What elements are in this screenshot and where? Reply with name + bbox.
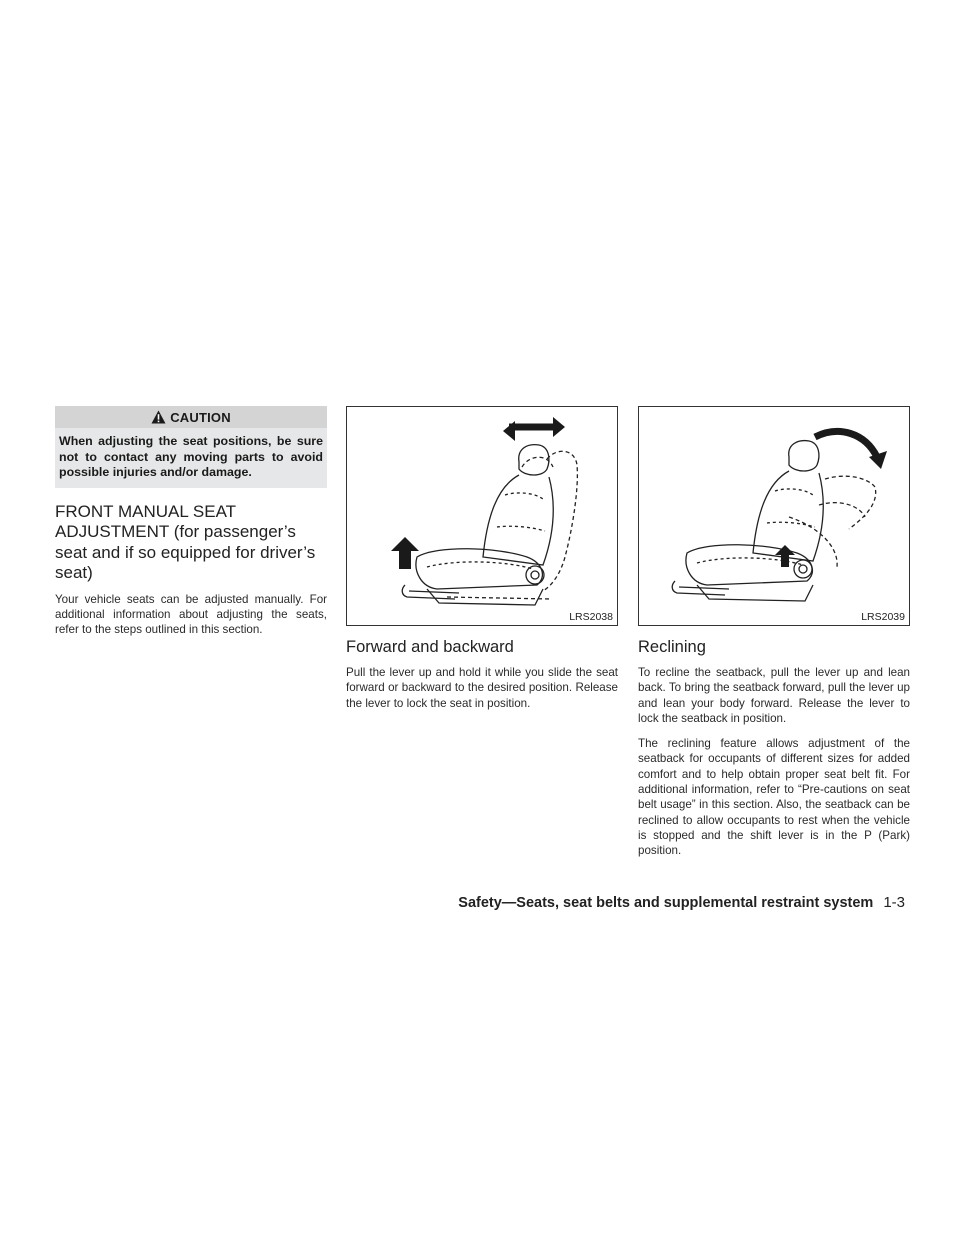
right-column [638, 406, 910, 869]
caution-header [55, 406, 327, 428]
chapter-title: Safety—Seats, seat belts and supplemental restraint system [458, 895, 874, 911]
reclining-heading: Reclining [638, 638, 706, 656]
section-heading: FRONT MANUAL SEAT ADJUSTMENT (for passenger’s seat and if so equipped for driver’s seat) [55, 501, 316, 582]
forward-backward-arrow-icon [503, 417, 565, 441]
warning-triangle-icon [151, 410, 166, 424]
page-number: 1-3 [883, 894, 905, 911]
forward-heading: Forward and backward [346, 638, 514, 656]
left-column [55, 406, 327, 647]
figure-code: LRS2038 [569, 611, 613, 623]
caution-text: When adjusting the seat positions, be sure not to contact any moving parts to avoid possible injuries and/or damage. [55, 428, 327, 488]
reclining-paragraph-1: To recline the seatback, pull the lever up and lean back. To bring the seatback forward, pull the lever up and lean your body forward. Release the lever to lock the seatback in position. [638, 666, 910, 725]
figure-code: LRS2039 [861, 611, 905, 623]
section-intro: Your vehicle seats can be adjusted manually. For additional information about adjusting the seats, refer to the steps outlined in this section. [55, 592, 327, 637]
up-arrow-icon [391, 537, 419, 569]
seat-slide-illustration [347, 407, 617, 625]
caution-title: CAUTION [170, 409, 231, 425]
reclining-paragraph-2: The reclining feature allows adjustment of the seatback for occupants of different sizes for added comfort and to help obtain proper seat belt fit. For additional information, refer to “Pre-cautions on seat belt usage” in this section. Also, the seatback can be reclined to allow occupants to rest when the vehicle is stopped and the shift lever is in the P (Park) position. [638, 737, 910, 858]
seat-slide-figure [346, 406, 618, 626]
seat-recline-figure [638, 406, 910, 626]
recline-arrow-icon [815, 431, 887, 469]
middle-column [346, 406, 618, 721]
page-footer [458, 894, 905, 911]
seat-recline-illustration [639, 407, 909, 625]
forward-text: Pull the lever up and hold it while you slide the seat forward or backward to the desired position. Release the lever to lock the seat in position. [346, 666, 618, 710]
